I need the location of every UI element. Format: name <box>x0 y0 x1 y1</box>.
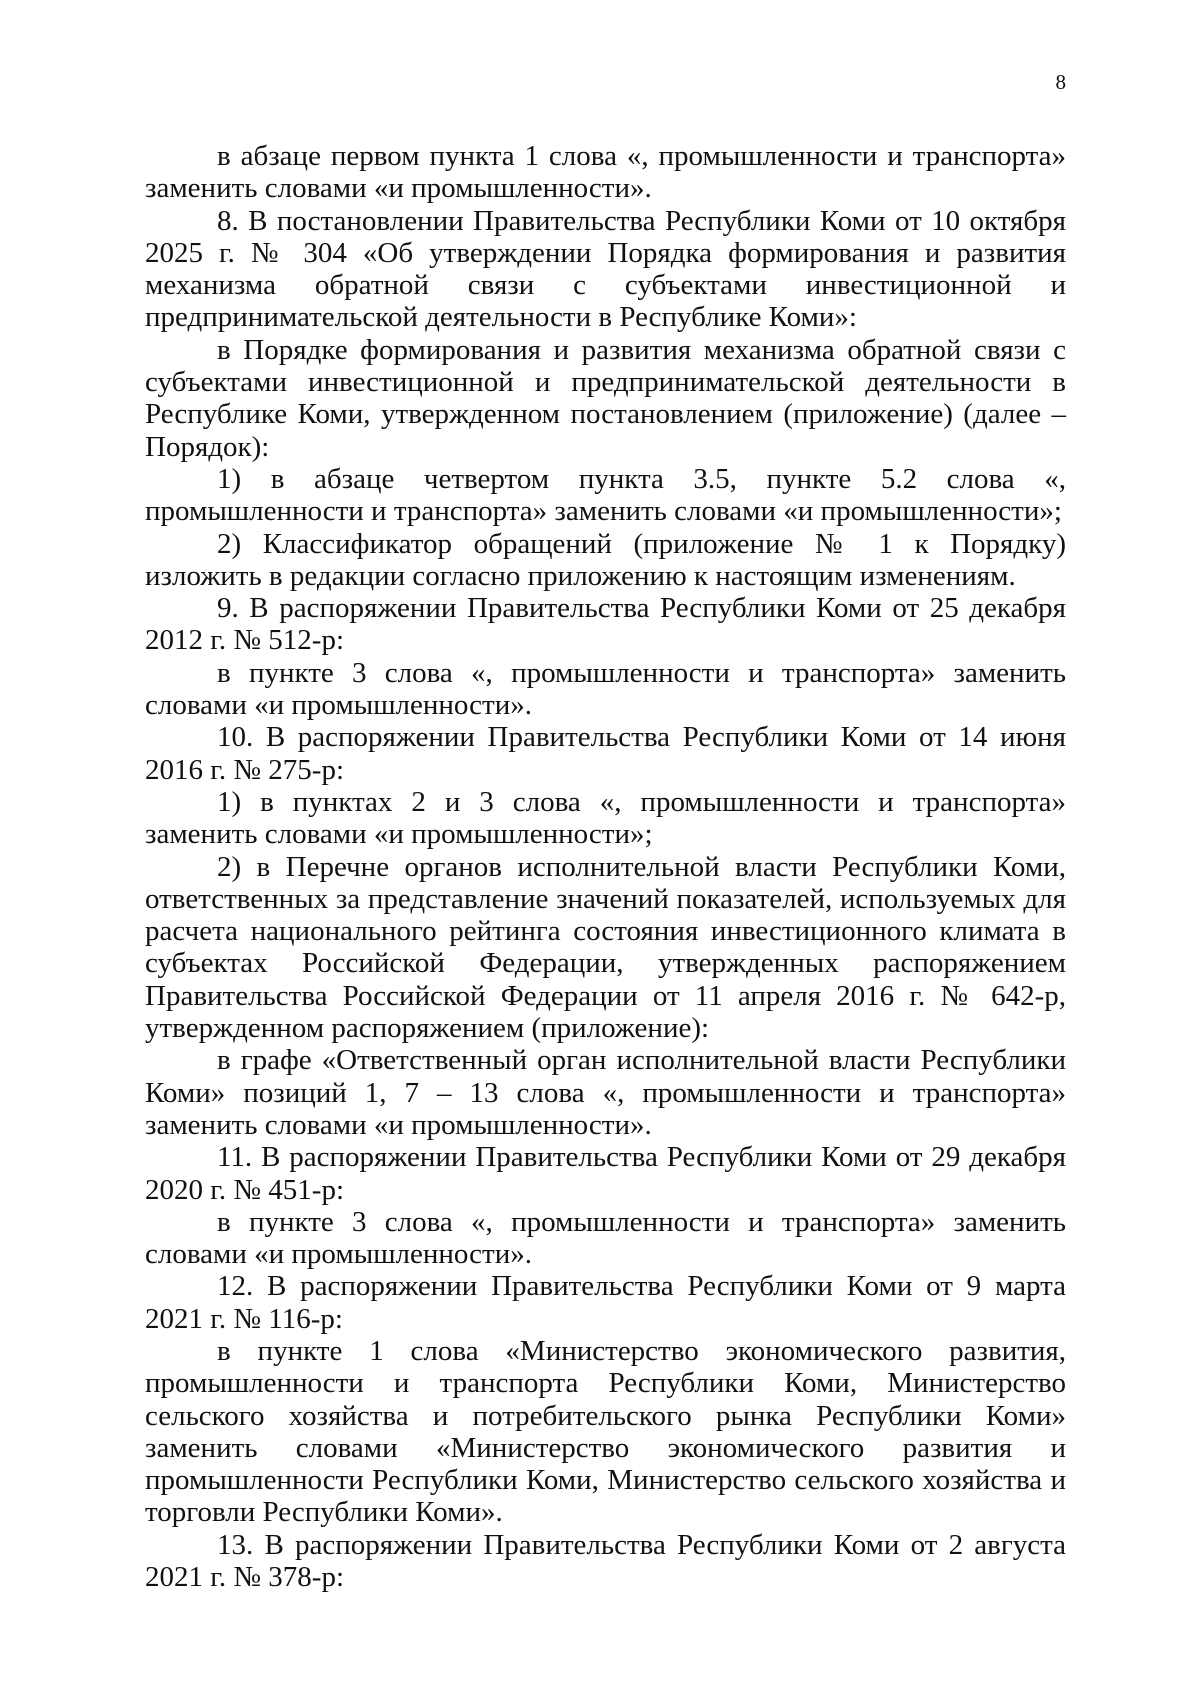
paragraph-item-8-order: в Порядке формирования и развития механизма обратной связи с субъектами инвестиционной и предпринимательской деятельности в Республике Коми, утвержденном постановлением (приложение) (далее – Порядок): <box>145 333 1066 463</box>
page-number: 8 <box>1055 70 1066 94</box>
paragraph-item-10-column: в графе «Ответственный орган исполнительной власти Республики Коми» позиций 1, 7 – 13 слова «, промышленности и транспорта» заменить словами «и промышленности». <box>145 1044 1066 1141</box>
document-body <box>145 140 1066 1593</box>
paragraph-item-11-text: в пункте 3 слова «, промышленности и транспорта» заменить словами «и промышленности». <box>145 1205 1066 1271</box>
paragraph-item-12: 12. В распоряжении Правительства Республики Коми от 9 марта 2021 г. № 116-р: <box>145 1270 1066 1335</box>
paragraph-item-13: 13. В распоряжении Правительства Республики Коми от 2 августа 2021 г. № 378-р: <box>145 1528 1066 1594</box>
paragraph-item-8-sub-2: 2) Классификатор обращений (приложение № 1 к Порядку) изложить в редакции согласно приложению к настоящим изменениям. <box>145 527 1066 592</box>
paragraph-item-10-sub-1: 1) в пунктах 2 и 3 слова «, промышленности и транспорта» заменить словами «и промышленности»; <box>145 785 1066 851</box>
paragraph-item-10-sub-2: 2) в Перечне органов исполнительной власти Республики Коми, ответственных за представление значений показателей, используемых для расчета национального рейтинга состояния инвестиционного климата в субъектах Российской Федерации, утвержденных распоряжением Правительства Российской Федерации от 11 апреля 2016 г. № 642-р, утвержденном распоряжением (приложение): <box>145 850 1066 1045</box>
paragraph-item-12-text: в пункте 1 слова «Министерство экономического развития, промышленности и транспорта Республики Коми, Министерство сельского хозяйства и потребительского рынка Республики Коми» заменить словами «Министерство экономического развития и промышленности Республики Коми, Министерство сельского хозяйства и торговли Республики Коми». <box>145 1334 1066 1529</box>
paragraph-item-8-sub-1: 1) в абзаце четвертом пункта 3.5, пункте 5.2 слова «, промышленности и транспорта» заменить словами «и промышленности»; <box>145 462 1066 528</box>
paragraph-item-10: 10. В распоряжении Правительства Республики Коми от 14 июня 2016 г. № 275-р: <box>145 721 1066 786</box>
paragraph-item-8: 8. В постановлении Правительства Республики Коми от 10 октября 2025 г. № 304 «Об утверждении Порядка формирования и развития механизма обратной связи с субъектами инвестиционной и предпринимательской деятельности в Республике Коми»: <box>145 204 1066 334</box>
paragraph-item-9: 9. В распоряжении Правительства Республики Коми от 25 декабря 2012 г. № 512-р: <box>145 592 1066 657</box>
paragraph-item-11: 11. В распоряжении Правительства Республики Коми от 29 декабря 2020 г. № 451-р: <box>145 1141 1066 1206</box>
paragraph-amendment-abzac: в абзаце первом пункта 1 слова «, промышленности и транспорта» заменить словами «и промышленности». <box>145 140 1066 205</box>
paragraph-item-9-text: в пункте 3 слова «, промышленности и транспорта» заменить словами «и промышленности». <box>145 656 1066 722</box>
